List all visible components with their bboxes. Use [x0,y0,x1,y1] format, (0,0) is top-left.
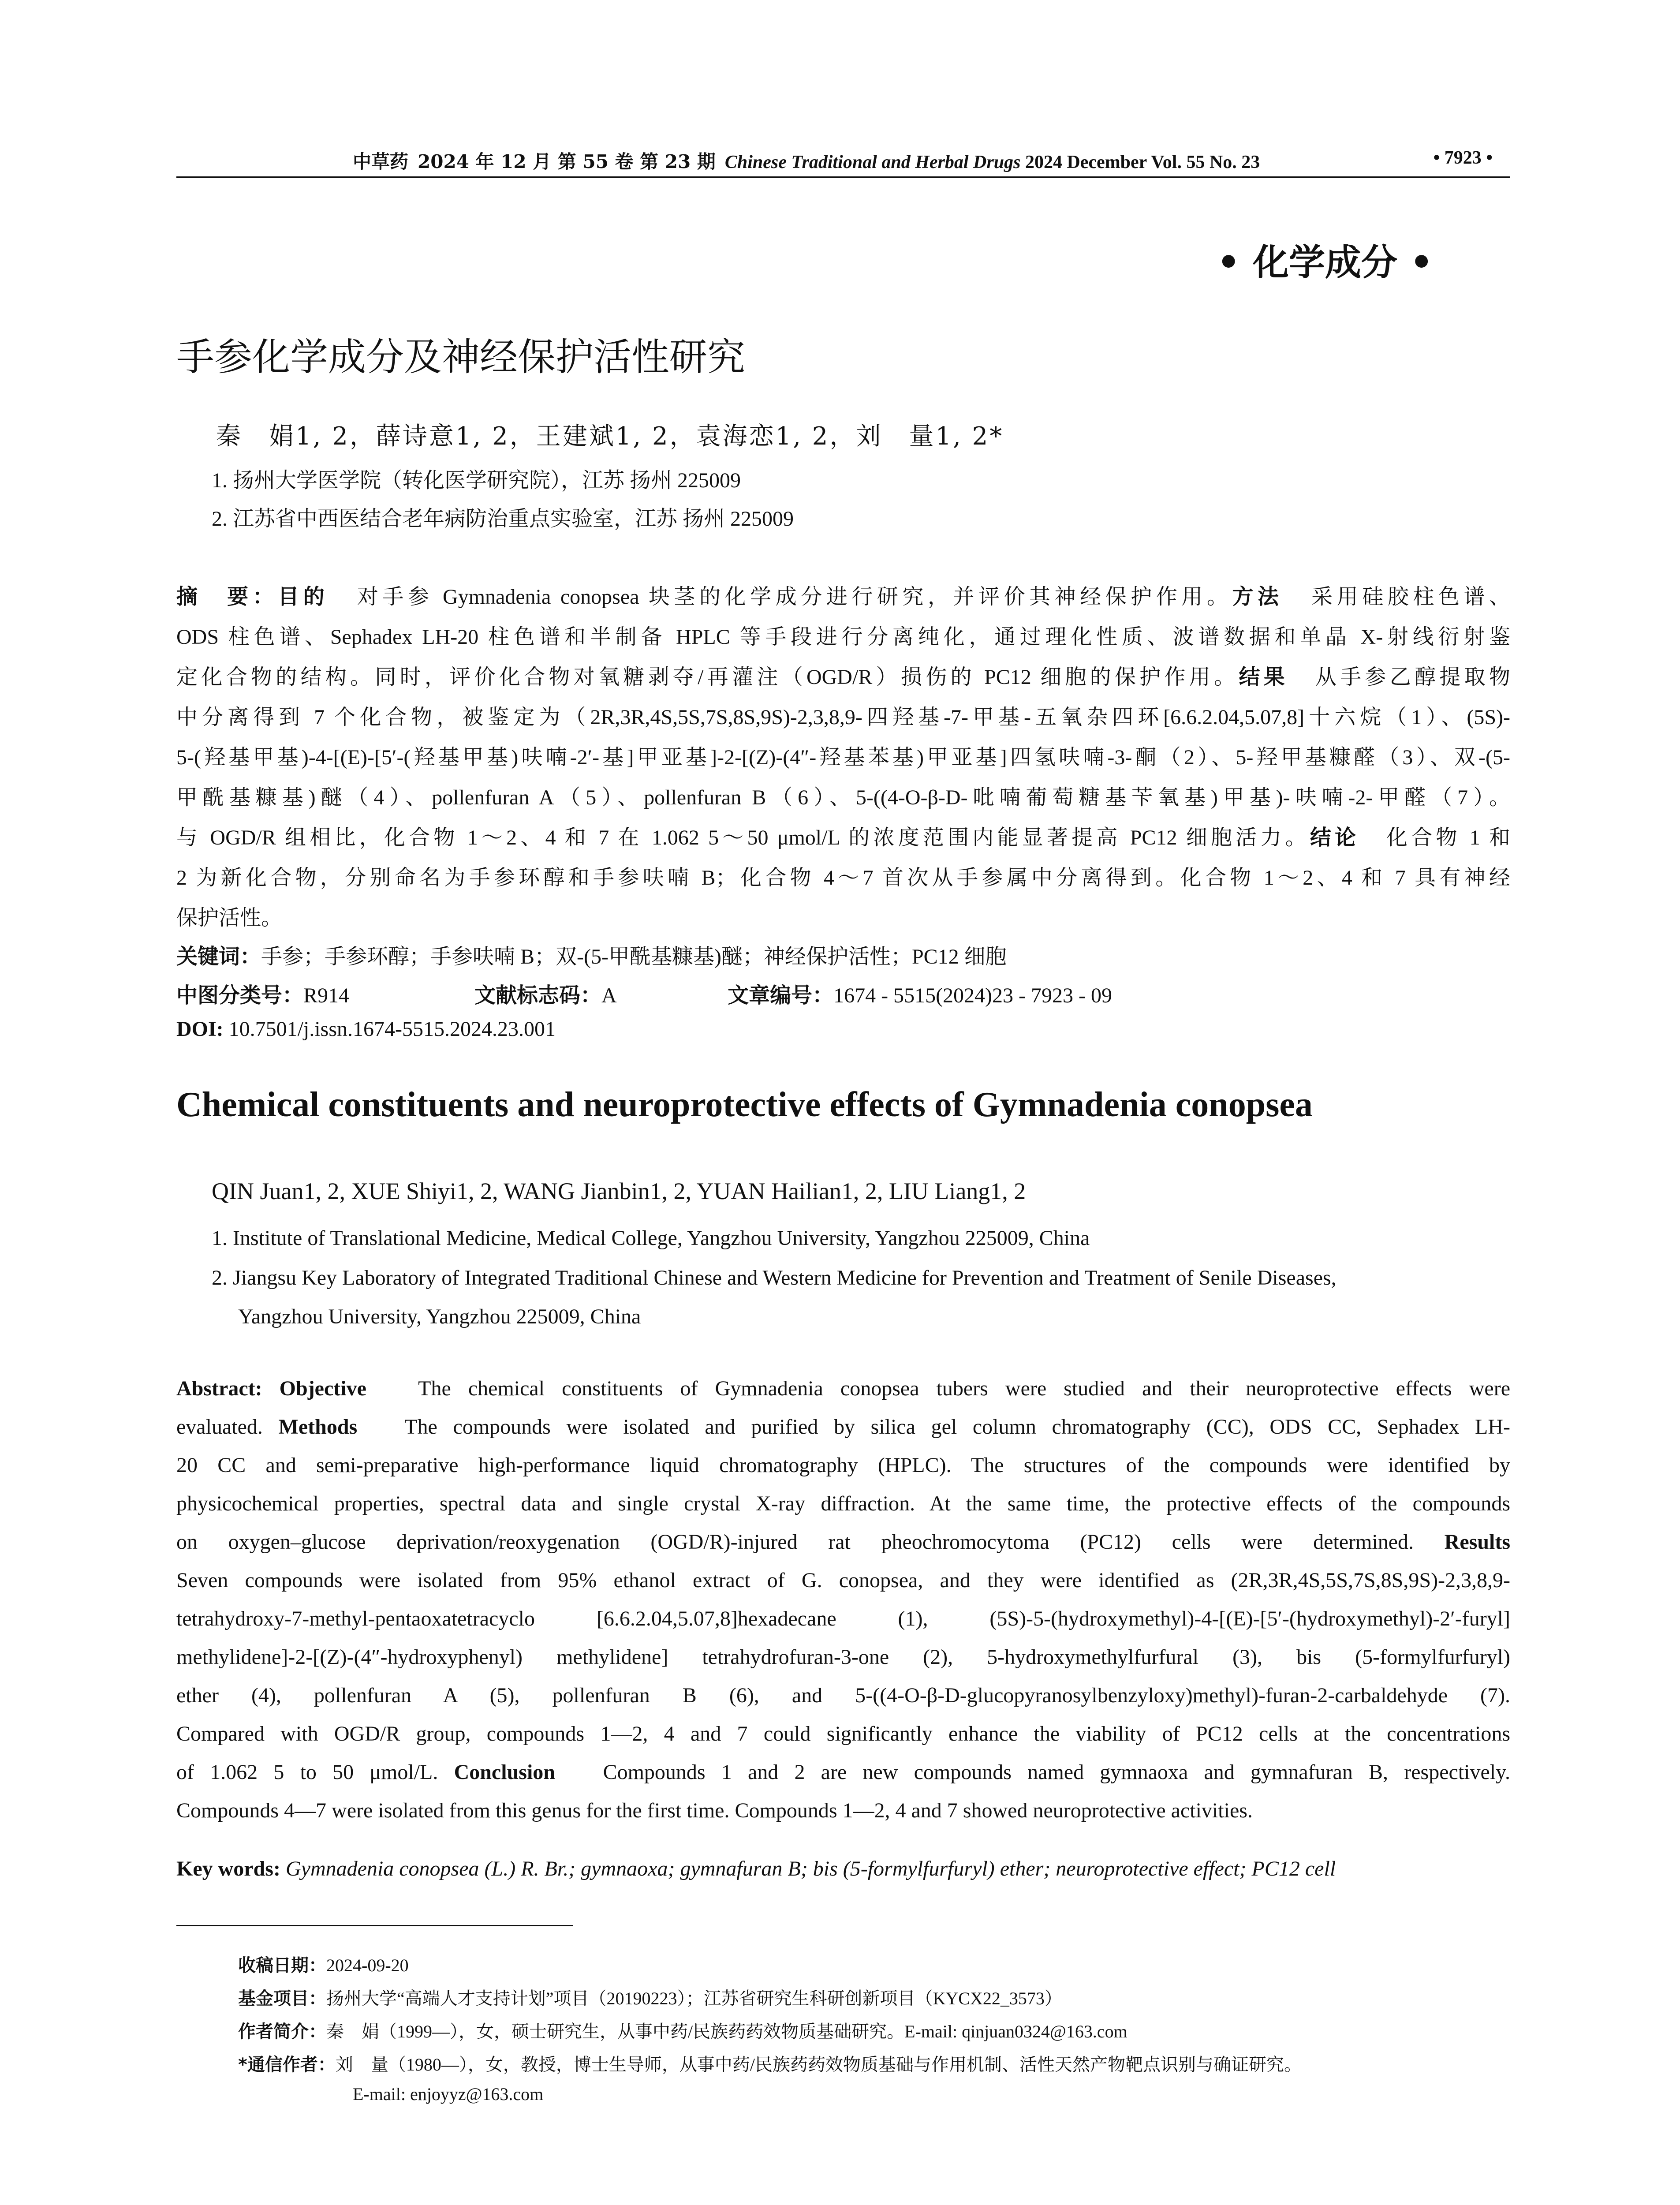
abstract-en [176,1369,1510,1830]
abstract-en-line [176,1753,1510,1791]
abstract-cn-text: 采用硅胶柱色谱、 [1311,585,1510,609]
abstract-en-label: Abstract: Objective [176,1377,366,1400]
journal-name-cn: 中草药 [353,151,409,172]
results-label: 结果 [1239,665,1289,689]
abstract-cn-text: 定化合物的结构。同时，评价化合物对氧糖剥夺/再灌注（OGD/R）损伤的 PC12 细胞的保护作用。 [176,665,1239,689]
corresponding-value: 刘 量（1980—），女，教授，博士生导师，从事中药/民族药药效物质基础与作用机制、活性天然产物靶点识别与确证研究。 [335,2055,1302,2074]
fund-label: 基金项目： [238,1988,326,2009]
authors-cn: 秦 娟1, 2，薛诗意1, 2，王建斌1, 2，袁海恋1, 2，刘 量1, 2* [216,422,1004,451]
corresponding-label: *通信作者： [238,2055,336,2075]
affiliation-en-2-cont: Yangzhou University, Yangzhou 225009, China [238,1305,641,1328]
article-number-value: 1674 - 5515(2024)23 - 7923 - 09 [833,984,1112,1007]
section-label: • 化学成分 • [1217,242,1433,284]
affiliation-en-2: 2. Jiangsu Key Laboratory of Integrated Traditional Chinese and Western Medicine for Prevention and Treatment of Senile Diseases, [212,1266,1337,1289]
doi-label: DOI: [176,1017,224,1041]
abstract-cn [176,577,1510,938]
issue-en: 2024 December Vol. 55 No. 23 [1025,152,1260,172]
classification-line [176,978,1112,1009]
abstract-en-text: The compounds were isolated and purified by silica gel column chromatography (CC), ODS CC, Sephadex LH- [404,1415,1510,1439]
page-number: • 7923 • [1433,148,1493,168]
abstract-en-text: Compounds 1 and 2 are new compounds named gymnaoxa and gymnafuran B, respectively. [603,1760,1510,1784]
clc-value: R914 [303,984,350,1007]
issue-cn: 2024 年 12 月 第 55 卷 第 23 期 [418,151,716,172]
footnote-corresponding [238,2051,1302,2076]
article-number-label: 文章编号： [728,983,834,1008]
abstract-en-line: methylidene]-2-[(Z)-(4″-hydroxyphenyl) methylidene] tetrahydrofuran-3-one (2), 5-hydroxymethylfurfural (3), bis (5-formylfurfuryl) [176,1645,1510,1669]
abstract-en-line [176,1523,1510,1561]
abstract-cn-text: 与 OGD/R 组相比，化合物 1～2、4 和 7 在 1.062 5～50 μmol/L 的浓度范围内能显著提高 PC12 细胞活力。 [176,826,1310,849]
abstract-cn-line: 中分离得到 7 个化合物，被鉴定为（2R,3R,4S,5S,7S,8S,9S)-2,3,8,9-四羟基-7-甲基-五氧杂四环[6.6.2.04,5.07,8]十六烷（1）、(5S)- [176,706,1510,729]
results-en-label: Results [1444,1530,1510,1554]
journal-name-en: Chinese Traditional and Herbal Drugs [724,152,1021,172]
abstract-en-line: tetrahydroxy-7-methyl-pentaoxatetracyclo [6.6.2.04,5.07,8]hexadecane (1), (5S)-5-(hydroxymethyl)-4-[(E)-[5′-(hydroxymethyl)-2′-furyl] [176,1607,1510,1630]
footnote-corresponding-email: E-mail: enjoyyz@163.com [353,2084,544,2104]
abstract-cn-line: 甲酰基糠基)醚（4）、pollenfuran A（5）、pollenfuran B（6）、5-((4-O-β-D-吡喃葡萄糖基苄氧基)甲基)-呋喃-2-甲醛（7）。 [176,786,1510,809]
abstract-en-line [176,1408,1510,1446]
abstract-en-line [176,1369,1510,1408]
title-cn: 手参化学成分及神经保护活性研究 [176,335,745,379]
footnote-received [238,1951,409,1977]
title-en: Chemical constituents and neuroprotective effects of Gymnadenia conopsea [176,1085,1313,1124]
running-header [176,139,1510,175]
abstract-en-line: Seven compounds were isolated from 95% ethanol extract of G. conopsea, and they were identified as (2R,3R,4S,5S,7S,8S,9S)-2,3,8,9- [176,1569,1510,1592]
header-rule [176,176,1510,178]
doc-code-value: A [601,984,616,1007]
conclusion-label: 结论 [1310,825,1360,850]
abstract-en-line: Compounds 4—7 were isolated from this genus for the first time. Compounds 1—2, 4 and 7 showed neuroprotective activities. [176,1799,1253,1822]
author-label: 作者简介： [238,2022,326,2042]
abstract-en-text: of 1.062 5 to 50 μmol/L. [176,1760,438,1784]
abstract-en-text: evaluated. [176,1415,263,1439]
footnote-fund [238,1984,1062,2010]
abstract-cn-line [176,577,1510,617]
footnote-rule [176,1925,573,1926]
authors-en: QIN Juan1, 2, XUE Shiyi1, 2, WANG Jianbin1, 2, YUAN Hailian1, 2, LIU Liang1, 2 [212,1178,1026,1204]
abstract-cn-text: 从手参乙醇提取物 [1315,665,1510,689]
methods-en-label: Methods [278,1415,358,1439]
doi-link[interactable]: 10.7501/j.issn.1674-5515.2024.23.001 [228,1017,556,1041]
abstract-cn-line [176,818,1510,858]
header-left [353,147,1260,174]
keywords-en-label: Key words: [176,1857,280,1880]
affiliation-cn-2: 2. 江苏省中西医结合老年病防治重点实验室，江苏 扬州 225009 [212,507,794,531]
affiliation-cn-1: 1. 扬州大学医学院（转化医学研究院），江苏 扬州 225009 [212,469,741,492]
clc-label: 中图分类号： [176,983,304,1008]
author-value: 秦 娟（1999—），女，硕士研究生，从事中药/民族药药效物质基础研究。E-mail: qinjuan0324@163.com [326,2022,1127,2041]
footnote-author [238,2018,1127,2043]
received-value: 2024-09-20 [326,1955,409,1975]
abstract-label: 摘 要： [176,584,278,609]
fund-value: 扬州大学“高端人才支持计划”项目（20190223）；江苏省研究生科研创新项目（KYCX22_3573） [326,1988,1062,2008]
abstract-en-line: Compared with OGD/R group, compounds 1—2, 4 and 7 could significantly enhance the viability of PC12 cells at the concentrations [176,1722,1510,1745]
abstract-cn-line: 5-(羟基甲基)-4-[(E)-[5′-(羟基甲基)呋喃-2′-基]甲亚基]-2-[(Z)-(4″-羟基苯基)甲亚基]四氢呋喃-3-酮（2）、5-羟甲基糠醛（3）、双-(5- [176,746,1510,769]
abstract-en-line: 20 CC and semi-preparative high-performance liquid chromatography (HPLC). The structures of the compounds were identified by [176,1454,1510,1477]
keywords-cn [176,939,1007,970]
keywords-cn-text: 手参；手参环醇；手参呋喃 B；双-(5-甲酰基糠基)醚；神经保护活性；PC12 细胞 [261,945,1007,968]
abstract-cn-line: 保护活性。 [176,906,283,930]
affiliation-en-1: 1. Institute of Translational Medicine, Medical College, Yangzhou University, Yangzhou 225009, China [212,1226,1090,1250]
doi-line [176,1017,556,1041]
doc-code-label: 文献标志码： [474,983,602,1008]
keywords-cn-label: 关键词： [176,944,261,969]
keywords-en-line [176,1857,1336,1881]
abstract-en-line: ether (4), pollenfuran A (5), pollenfuran B (6), and 5-((4-O-β-D-glucopyranosylbenzyloxy)methyl)-furan-2-carbaldehyde (7). [176,1684,1510,1707]
keywords-en-text: Gymnadenia conopsea (L.) R. Br.; gymnaoxa; gymnafuran B; bis (5-formylfurfuryl) ether; neuroprotective effect; PC12 cell [285,1857,1336,1880]
abstract-cn-line [176,657,1510,697]
conclusion-en-label: Conclusion [454,1760,555,1784]
methods-label: 方法 [1232,584,1283,609]
abstract-cn-text: 对手参 Gymnadenia conopsea 块茎的化学成分进行研究，并评价其神经保护作用。 [357,585,1232,609]
abstract-cn-line: 2 为新化合物，分别命名为手参环醇和手参呋喃 B；化合物 4～7 首次从手参属中分离得到。化合物 1～2、4 和 7 具有神经 [176,866,1510,889]
received-label: 收稿日期： [238,1955,326,1976]
abstract-en-line: physicochemical properties, spectral data and single crystal X-ray diffraction. At the same time, the protective effects of the compounds [176,1492,1510,1515]
abstract-en-text: on oxygen–glucose deprivation/reoxygenation (OGD/R)-injured rat pheochromocytoma (PC12) cells were determined. [176,1530,1414,1554]
abstract-cn-text: 化合物 1 和 [1386,826,1510,849]
abstract-en-text: The chemical constituents of Gymnadenia conopsea tubers were studied and their neuroprotective effects were [418,1377,1510,1400]
abstract-cn-line: ODS 柱色谱、Sephadex LH-20 柱色谱和半制备 HPLC 等手段进行分离纯化，通过理化性质、波谱数据和单晶 X-射线衍射鉴 [176,625,1510,649]
objective-label: 目的 [278,584,329,609]
